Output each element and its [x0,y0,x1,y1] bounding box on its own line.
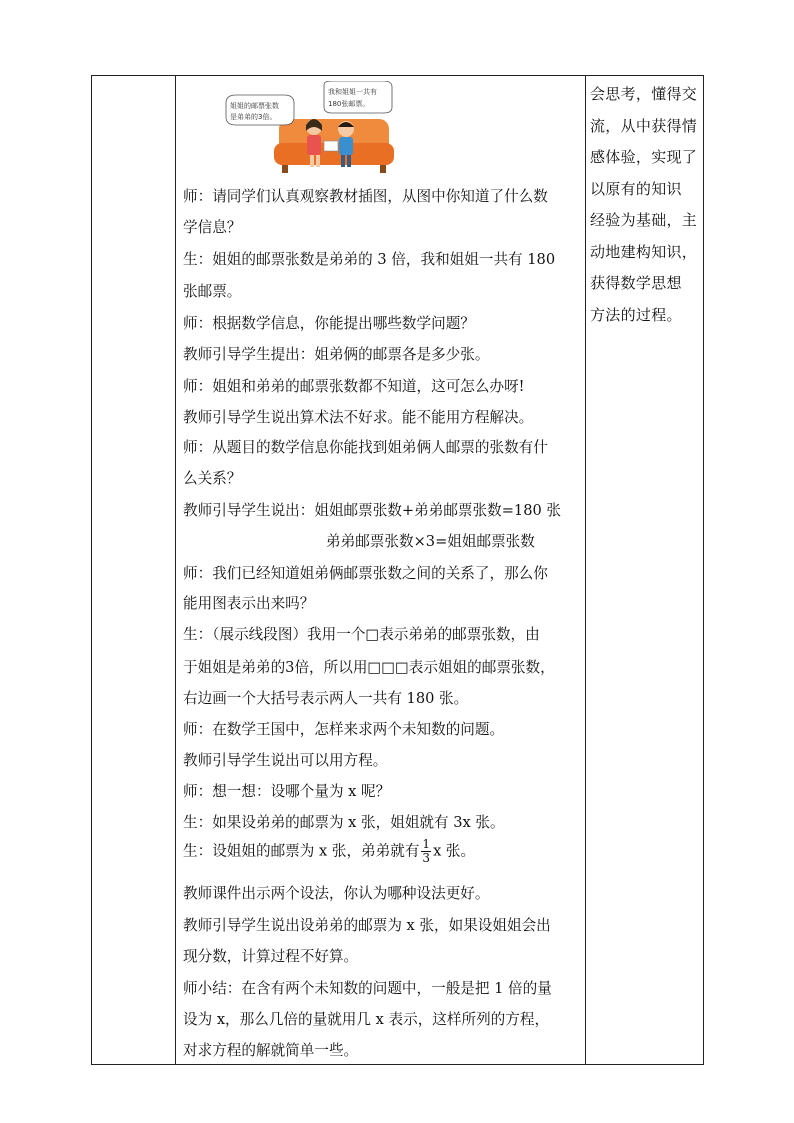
text-line: 师：姐姐和弟弟的邮票张数都不知道，这可怎么办呀! [183,378,525,395]
fraction-denominator: 3 [422,851,431,865]
girl-body [307,135,321,155]
text-line: 师：在数学王国中，怎样来求两个未知数的问题。 [183,721,505,738]
text-line: 师：我们已经知道姐弟俩邮票张数之间的关系了，那么你 [183,565,548,582]
bubble-left-line1: 姐姐的邮票张数 [230,102,279,110]
bubble-right-line1: 我和姐姐一共有 [328,88,377,96]
text-line: 能用图表示出来吗？ [183,595,315,612]
text-line: 对求方程的解就简单一些。 [183,1042,359,1059]
text-line: 教师引导学生说出设弟弟的邮票为 x 张，如果设姐姐会出 [183,917,551,934]
column-divider-right [585,76,586,1064]
text-line: 教师引导学生说出算术法不好求。能不能用方程解决。 [183,409,534,426]
text-line: 师小结：在含有两个未知数的问题中，一般是把 1 倍的量 [183,980,552,997]
right-text-line: 感体验，实现了 [590,148,698,166]
right-text-line: 获得数学思想 [590,274,682,292]
stamp-album [324,141,338,151]
text-line: 张邮票。 [183,283,242,300]
right-text-line: 以原有的知识 [590,179,682,198]
text-line: 教师课件出示两个设法，你认为哪种设法更好。 [183,885,490,902]
text-line: 生：（展示线段图）我用一个□表示弟弟的邮票张数，由 [183,626,540,643]
text-line: 生：如果设弟弟的邮票为 x 张，姐姐就有 3x 张。 [183,814,505,831]
text-line: 教师引导学生说出可以用方程。 [183,752,388,769]
boy-body [339,137,353,155]
bubble-left-line2: 是弟弟的3倍。 [230,113,277,121]
right-text-line: 动地建构知识， [590,242,698,261]
text-line: 右边画一个大括号表示两人一共有 180 张。 [183,690,469,707]
fraction-one-third [421,838,431,865]
text-line: 师：根据数学信息，你能提出哪些数学问题？ [183,315,475,332]
text-line: 生：姐姐的邮票张数是弟弟的 3 倍，我和姐姐一共有 180 [183,251,556,268]
text-line: 现分数，计算过程不好算。 [183,948,359,965]
text-line: 教师引导学生提出：姐弟俩的邮票各是多少张。 [183,346,490,363]
fraction-line-suffix: x 张。 [433,842,476,860]
right-text-line: 经验为基础，主 [590,211,698,229]
textbook-illustration [224,81,394,177]
text-line: 教师引导学生说出：姐姐邮票张数+弟弟邮票张数=180 张 [183,502,562,519]
right-text-line: 会思考，懂得交 [590,85,698,103]
text-line: 于姐姐是弟弟的3倍，所以用□□□表示姐姐的邮票张数， [183,659,555,676]
design-intent-column [590,79,700,331]
fraction-numerator: 1 [422,837,431,851]
text-line: 师：想一想：设哪个量为 x 呢？ [183,783,391,800]
right-text-line: 流，从中获得情 [590,116,698,135]
text-line: 学信息？ [183,219,242,236]
right-text-line: 方法的过程。 [590,305,682,324]
text-line: 么关系？ [183,470,242,487]
text-line: 弟弟邮票张数×3=姐姐邮票张数 [326,533,535,550]
text-line: 师：请同学们认真观察教材插图，从图中你知道了什么数 [183,188,548,205]
speech-bubble-right [324,81,392,113]
fraction-text-line [183,838,475,865]
text-line: 设为 x，那么几倍的量就用几 x 表示，这样所列的方程， [183,1011,550,1028]
column-divider-left [175,76,176,1064]
fraction-line-prefix: 生：设姐姐的邮票为 x 张，弟弟就有 [183,842,420,860]
bubble-right-line2: 180张邮票。 [328,100,370,108]
text-line: 师：从题目的数学信息你能找到姐弟俩人邮票的张数有什 [183,439,548,456]
